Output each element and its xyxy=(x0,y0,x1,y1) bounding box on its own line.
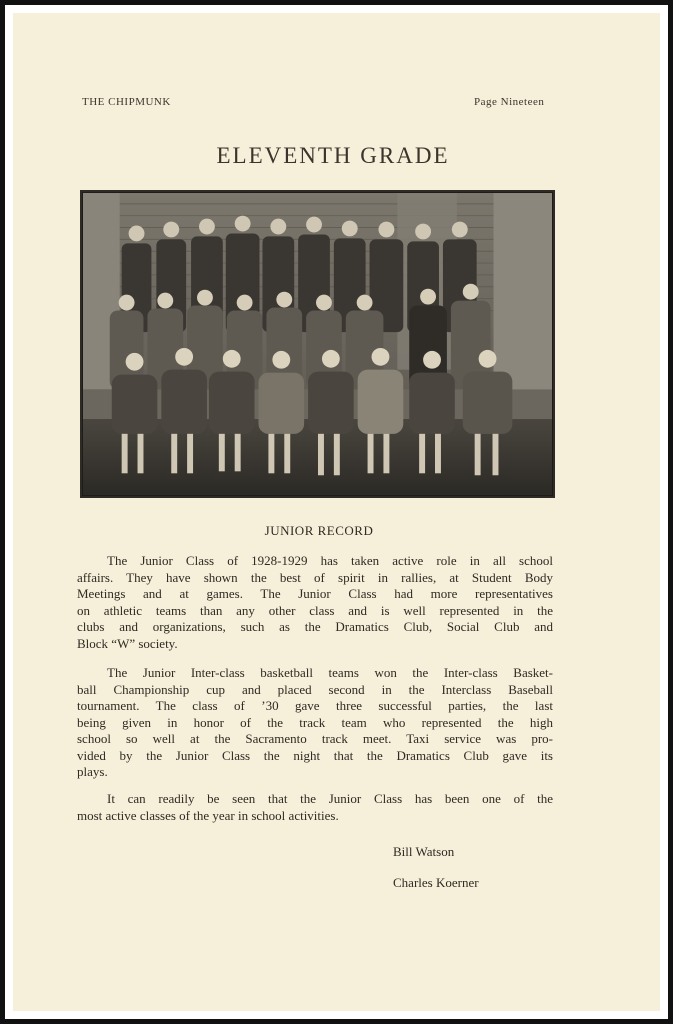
text-line: tournament. The class of ’30 gave three successful parties, the last xyxy=(77,698,553,713)
page-title: ELEVENTH GRADE xyxy=(216,143,450,168)
text-line: vided by the Junior Class the night that the Dramatics Club gave its xyxy=(77,747,553,763)
text-line: The Junior Class of 1928-1929 has taken active role in all school xyxy=(107,553,553,568)
publication-name: THE CHIPMUNK xyxy=(82,96,171,108)
page-number: Page Nineteen xyxy=(474,96,545,108)
paragraph-3 xyxy=(77,791,553,824)
text-line: It can readily be seen that the Junior Class has been one of the xyxy=(107,791,553,806)
class-photo xyxy=(80,190,555,498)
text-line: ball Championship cup and placed second in the Interclass Baseball xyxy=(77,681,553,697)
section-heading: JUNIOR RECORD xyxy=(264,523,374,538)
text-line: being given in honor of the track team who represented the high xyxy=(77,714,553,730)
class-photo-image xyxy=(82,192,553,496)
text-line: clubs and organizations, such as the Dramatics Club, Social Club and xyxy=(77,619,553,634)
text-line: The Junior Inter-class basketball teams won the Inter-class Basket- xyxy=(107,665,553,680)
text-line: school so well at the Sacramento track meet. Taxi service was pro- xyxy=(77,731,553,746)
signature-2: Charles Koerner xyxy=(393,875,479,890)
text-line: plays. xyxy=(77,764,108,779)
paragraph-1 xyxy=(77,553,553,652)
paragraph-2 xyxy=(77,665,553,781)
text-line: Block “W” society. xyxy=(77,635,178,651)
text-line: affairs. They have shown the best of spirit in rallies, at Student Body xyxy=(77,569,553,585)
signature-1: Bill Watson xyxy=(393,844,455,859)
yearbook-page xyxy=(13,13,660,1011)
text-line: on athletic teams than any other class and is well represented in the xyxy=(77,602,553,618)
text-line: Meetings and at games. The Junior Class had more representatives xyxy=(77,586,553,601)
text-line: most active classes of the year in school activities. xyxy=(77,807,339,823)
